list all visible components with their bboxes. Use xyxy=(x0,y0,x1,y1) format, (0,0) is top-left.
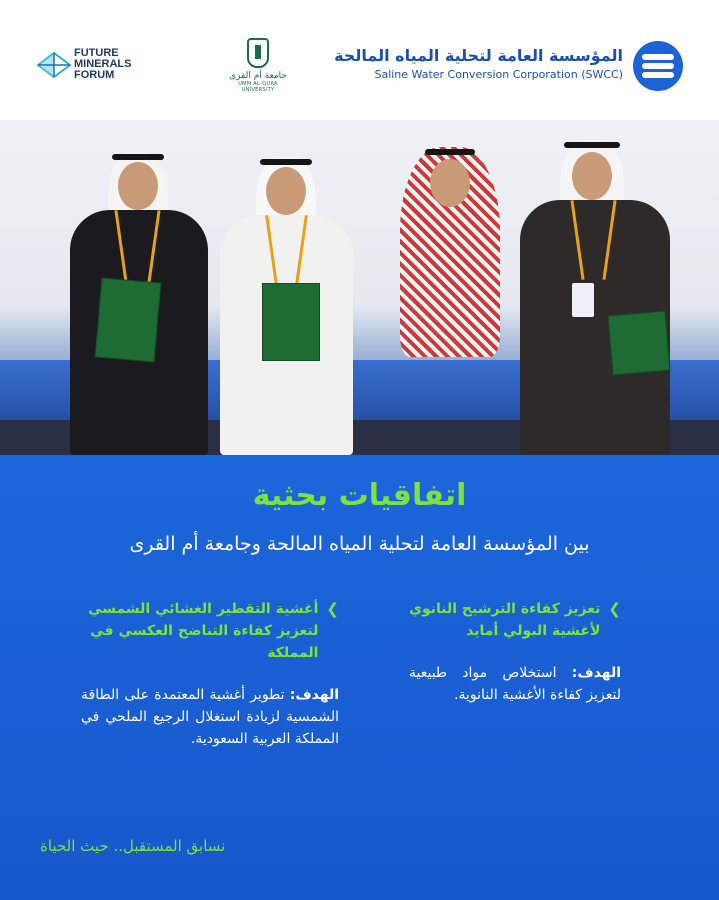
swcc-logo-icon xyxy=(633,41,683,91)
person-1 xyxy=(70,150,210,455)
fmf-logo-icon xyxy=(36,50,72,80)
agreement-title: تعزيز كفاءة الترشيح النانوي لأغشية البولي أمايد xyxy=(409,601,601,639)
person-2 xyxy=(220,155,355,455)
goal-label: الهدف: xyxy=(571,665,621,681)
person-3 xyxy=(385,145,515,455)
page-subtitle: بين المؤسسة العامة لتحلية المياه المالحة وجامعة أم القرى xyxy=(129,533,590,555)
goal-text: استخلاص مواد طبيعية لتعزيز كفاءة الأغشية النانوية. xyxy=(409,665,621,703)
page-title: اتفاقيات بحثية xyxy=(252,478,467,513)
agreement-goal xyxy=(409,662,621,706)
chevron-icon: ❯ xyxy=(608,600,621,618)
goal-text: تطوير أغشية المعتمدة على الطاقة الشمسية لزيادة استغلال الرجيع الملحي في المملكة العربية السعودية. xyxy=(81,687,339,747)
person-4 xyxy=(520,138,670,455)
uqu-name-en: UMM AL-QURA UNIVERSITY xyxy=(238,81,278,93)
fmf-line3: FORUM xyxy=(74,69,115,81)
ceremony-photo xyxy=(0,120,719,455)
goal-label: الهدف: xyxy=(289,687,339,703)
agreement-item xyxy=(81,598,339,750)
header xyxy=(0,0,719,120)
uqu-emblem-icon xyxy=(247,38,269,68)
uqu-logo xyxy=(222,38,294,94)
fmf-line1: FUTURE xyxy=(74,47,119,59)
slogan: نسابق المستقبل.. حيث الحياة xyxy=(40,837,226,855)
agreement-goal xyxy=(81,684,339,750)
fmf-line2: MINERALS xyxy=(74,58,132,70)
agreement-item xyxy=(409,598,621,706)
swcc-name-en: Saline Water Conversion Corporation (SWCC) xyxy=(374,68,623,81)
fmf-logo-text xyxy=(74,48,131,81)
swcc-name-ar: المؤسسة العامة لتحلية المياه المالحة xyxy=(334,46,623,65)
agreement-title: أغشية التقطير الغشائي الشمسي لتعزيز كفاءة التناضح العكسي في المملكة xyxy=(88,601,319,661)
uqu-name-ar: جامعة أم القرى xyxy=(229,71,287,81)
chevron-icon: ❯ xyxy=(326,600,339,618)
